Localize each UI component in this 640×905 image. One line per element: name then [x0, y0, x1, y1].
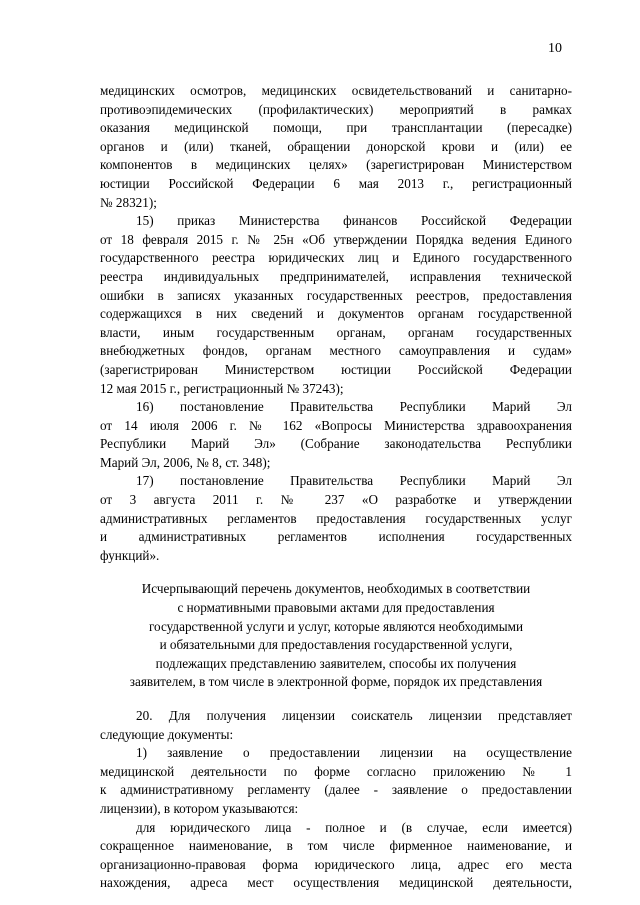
- paragraph-spacer: [100, 692, 572, 707]
- text-line: органов и (или) тканей, обращении донорской крови и (или) ее: [100, 138, 572, 154]
- text-line: для юридического лица - полное и (в случае, если имеется): [136, 819, 572, 835]
- text-line: медицинских осмотров, медицинских освидетельствований и санитарно-: [100, 83, 572, 98]
- heading-line: и обязательными для предоставления государственной услуги,: [159, 637, 513, 653]
- heading-line: с нормативными правовыми актами для предоставления: [177, 600, 495, 616]
- paragraph-item-16: [100, 398, 572, 472]
- text-line: лицензии), в котором указываются:: [100, 800, 299, 816]
- paragraph-item-17: [100, 472, 572, 565]
- paragraph-item-15: [100, 212, 572, 398]
- text-line: противоэпидемических (профилактических) мероприятий в рамках: [100, 101, 572, 117]
- page-number: 10: [548, 41, 562, 56]
- text-line: 17) постановление Правительства Республики Марий Эл: [136, 473, 572, 489]
- text-line: и административных регламентов исполнения государственных: [100, 529, 572, 545]
- text-line: власти, иным государственным органам, органам государственных: [100, 324, 572, 340]
- heading-line: Исчерпывающий перечень документов, необходимых в соответствии: [141, 581, 531, 597]
- text-line: реестра индивидуальных предпринимателей, исправления технической: [100, 268, 572, 284]
- text-line: сокращенное наименование, в том числе фирменное наименование, и: [100, 838, 572, 854]
- text-line: юстиции Российской Федерации 6 мая 2013 г., регистрационный: [100, 175, 572, 191]
- text-line: содержащихся в них сведений и документов органам государственной: [100, 306, 572, 322]
- paragraph-subitem-1: [100, 744, 572, 818]
- text-line: следующие документы:: [100, 726, 234, 742]
- text-line: Марий Эл, 2006, № 8, ст. 348);: [100, 454, 271, 470]
- text-line: 1) заявление о предоставлении лицензии на осуществление: [136, 745, 572, 761]
- text-line: от 14 июля 2006 г. № 162 «Вопросы Министерства здравоохранения: [100, 417, 572, 433]
- heading-line: заявителем, в том числе в электронной форме, порядок их представления: [129, 674, 543, 690]
- text-line: № 28321);: [100, 194, 157, 210]
- text-line: организационно-правовая форма юридического лица, адрес его места: [100, 856, 572, 872]
- text-line: ошибки в записях указанных государственных реестров, предоставления: [100, 287, 572, 303]
- text-line: (зарегистрирован Министерством юстиции Российской Федерации: [100, 361, 572, 377]
- text-line: компонентов в медицинских целях» (зарегистрирован Министерством: [100, 157, 572, 173]
- text-line: внебюджетных фондов, органам местного самоуправления и судам»: [100, 343, 572, 359]
- text-line: нахождения, адреса мест осуществления медицинской деятельности,: [100, 875, 572, 891]
- text-line: оказания медицинской помощи, при трансплантации (пересадке): [100, 120, 572, 136]
- text-line: медицинской деятельности по форме согласно приложению № 1: [100, 763, 572, 779]
- text-line: 15) приказ Министерства финансов Российской Федерации: [136, 213, 572, 229]
- text-line: функций».: [100, 547, 160, 563]
- text-line: от 3 августа 2011 г. № 237 «О разработке и утверждении: [100, 492, 572, 508]
- text-line: 16) постановление Правительства Республики Марий Эл: [136, 399, 572, 415]
- text-line: государственного реестра юридических лиц и Единого государственного: [100, 250, 572, 266]
- text-line: административных регламентов предоставления государственных услуг: [100, 510, 572, 526]
- paragraph-item-20: [100, 707, 572, 744]
- heading-line: подлежащих представлению заявителем, способы их получения: [155, 655, 517, 671]
- text-line: 20. Для получения лицензии соискатель лицензии представляет: [136, 708, 572, 723]
- text-line: к административному регламенту (далее - заявление о предоставлении: [100, 782, 572, 798]
- text-line: от 18 февраля 2015 г. № 25н «Об утверждении Порядка ведения Единого: [100, 231, 572, 247]
- paragraph-legal-entity: [100, 819, 572, 893]
- heading-line: государственной услуги и услуг, которые являются необходимыми: [148, 618, 524, 634]
- paragraph-spacer: [100, 565, 572, 580]
- document-body: [100, 82, 572, 893]
- paragraph-item-14-continuation: [100, 82, 572, 212]
- text-line: 12 мая 2015 г., регистрационный № 37243);: [100, 380, 344, 396]
- section-heading: [92, 580, 580, 692]
- text-line: Республики Марий Эл» (Собрание законодательства Республики: [100, 436, 572, 452]
